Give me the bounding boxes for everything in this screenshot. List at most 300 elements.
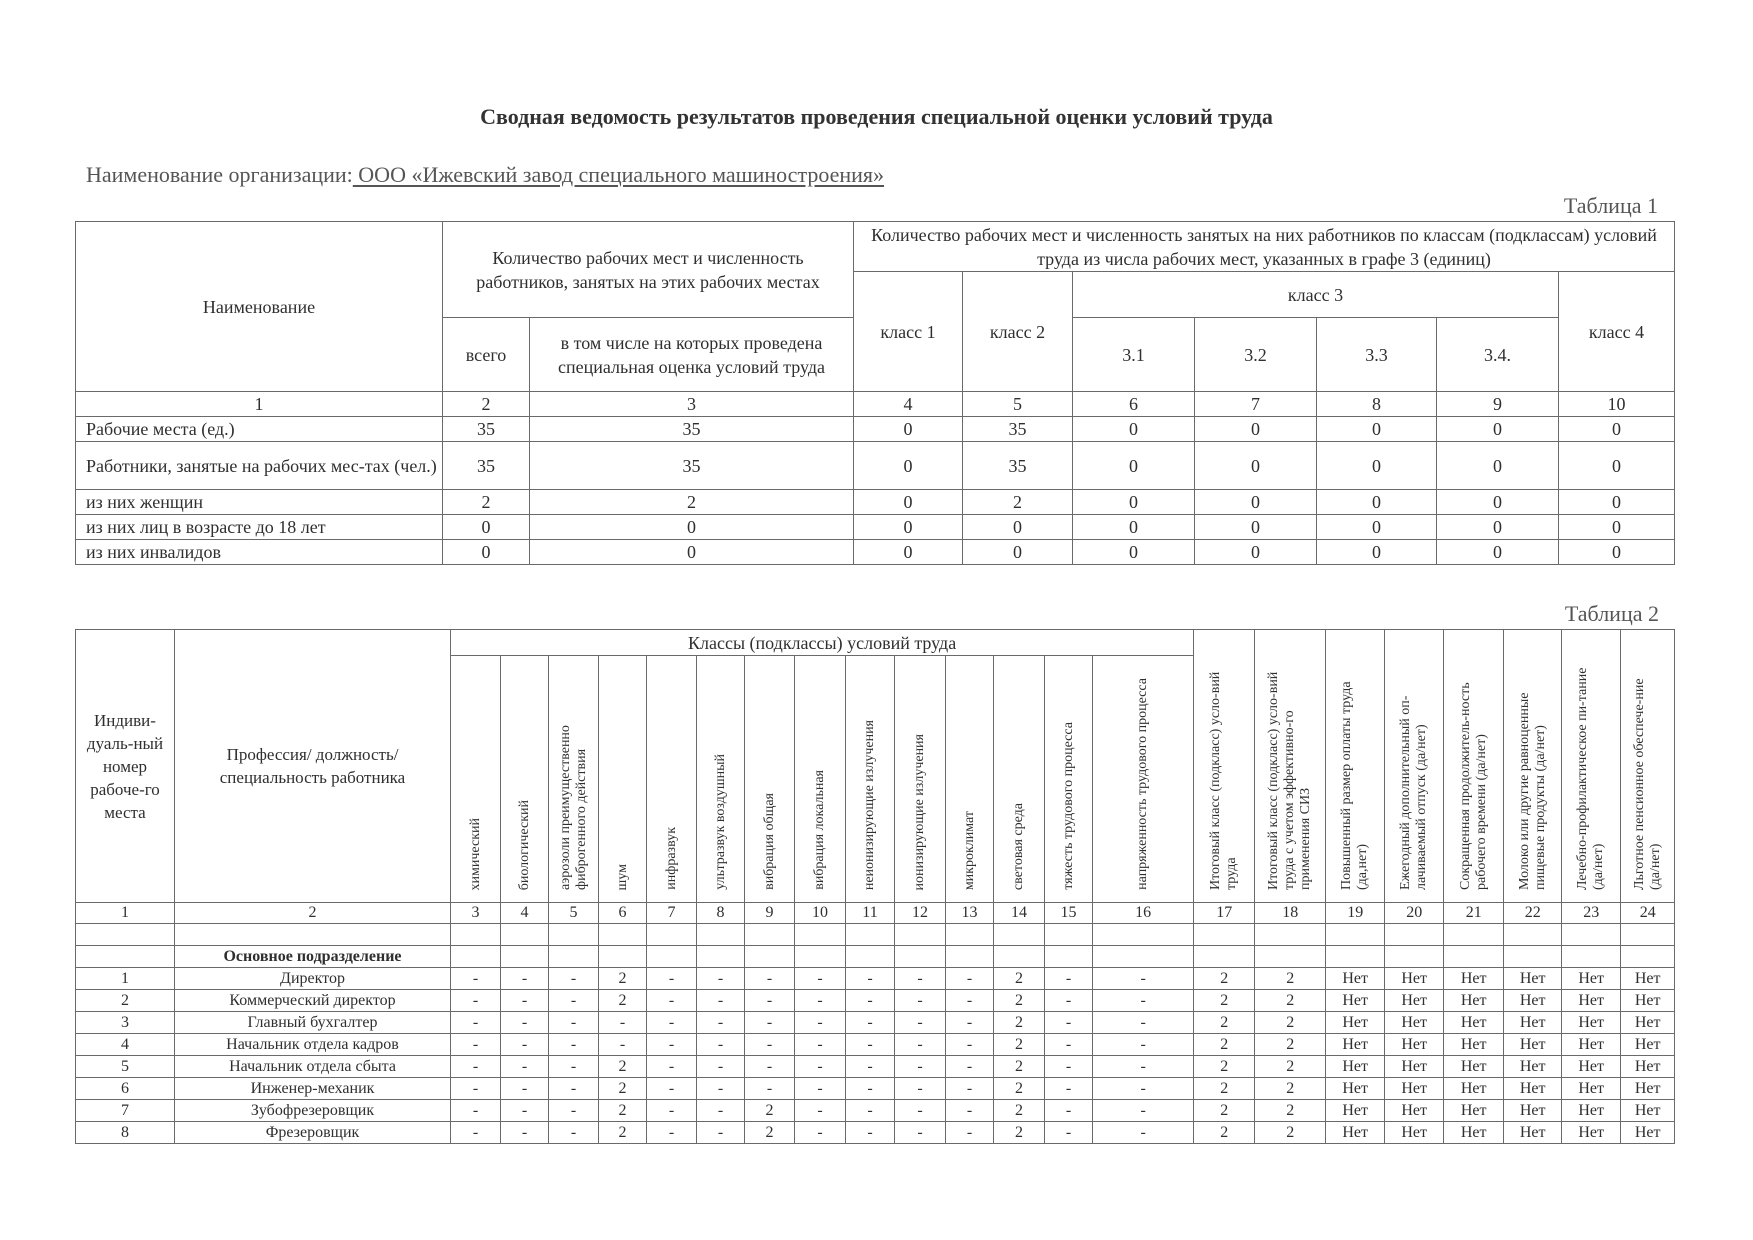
empty-cell: [946, 924, 994, 946]
table-cell: 35: [443, 442, 530, 490]
table-cell: -: [946, 1056, 994, 1078]
column-number: 10: [795, 903, 846, 924]
table-cell: 0: [530, 540, 854, 565]
empty-cell: [994, 924, 1045, 946]
table-cell: -: [795, 1078, 846, 1100]
table-cell: 0: [854, 540, 963, 565]
table-cell: 0: [443, 540, 530, 565]
empty-cell: [846, 924, 895, 946]
table-cell: -: [795, 1122, 846, 1144]
table-cell: 2: [994, 1012, 1045, 1034]
workplace-number: 1: [76, 968, 175, 990]
table-cell: -: [745, 1034, 795, 1056]
profession-name: Инженер-механик: [175, 1078, 451, 1100]
header-class-group: Количество рабочих мест и численность занятых на них работников по классам (подклассам) условий труда из числа рабочих мест, указанных в графе 3 (единиц): [854, 222, 1675, 272]
empty-cell: [647, 924, 697, 946]
empty-cell: [994, 946, 1045, 968]
row-label: из них лиц в возрасте до 18 лет: [76, 515, 443, 540]
header-name: Наименование: [76, 222, 443, 392]
table-cell: 2: [994, 1056, 1045, 1078]
table-cell: 2: [745, 1122, 795, 1144]
empty-cell: [1093, 924, 1194, 946]
empty-cell: [1255, 924, 1326, 946]
table-cell: Нет: [1326, 1078, 1385, 1100]
table-cell: Нет: [1385, 1100, 1444, 1122]
table-cell: -: [1045, 1034, 1093, 1056]
header-total: всего: [443, 318, 530, 392]
table-cell: -: [1045, 1122, 1093, 1144]
table-cell: -: [549, 968, 599, 990]
table-cell: -: [1045, 990, 1093, 1012]
empty-cell: [895, 946, 946, 968]
header-pension: [1621, 630, 1675, 903]
empty-cell: [1621, 924, 1675, 946]
table-cell: 0: [1073, 515, 1195, 540]
header-factor-label: световая среда: [1011, 802, 1026, 890]
table-cell: -: [549, 1012, 599, 1034]
table-cell: -: [1093, 990, 1194, 1012]
table-cell: Нет: [1621, 990, 1675, 1012]
profession-name: Начальник отдела сбыта: [175, 1056, 451, 1078]
table-cell: Нет: [1504, 1100, 1562, 1122]
table-cell: Нет: [1621, 1034, 1675, 1056]
table-cell: -: [647, 968, 697, 990]
table-cell: -: [895, 1034, 946, 1056]
document-title: Сводная ведомость результатов проведения специальной оценки условий труда: [480, 104, 1273, 129]
column-number: 19: [1326, 903, 1385, 924]
table-row: [76, 417, 1675, 442]
table-cell: -: [549, 990, 599, 1012]
row-label: из них инвалидов: [76, 540, 443, 565]
table-cell: 0: [1073, 490, 1195, 515]
table-cell: -: [745, 1056, 795, 1078]
header-factor: [599, 656, 647, 903]
empty-cell: [1326, 946, 1385, 968]
table-cell: 0: [1559, 490, 1675, 515]
table-cell: 2: [1255, 1056, 1326, 1078]
table-cell: -: [549, 1034, 599, 1056]
table-cell: -: [745, 1012, 795, 1034]
table-cell: -: [1045, 1012, 1093, 1034]
header-extra-label: Сокращенная продолжитель-ность рабочего времени (да/нет): [1457, 682, 1489, 890]
header-extra-label: Льготное пенсионное обеспече-ние (да/нет): [1631, 678, 1663, 890]
header-factor: [451, 656, 501, 903]
table-cell: -: [1045, 1056, 1093, 1078]
table-cell: Нет: [1504, 1012, 1562, 1034]
table-cell: -: [1093, 1100, 1194, 1122]
column-number: 15: [1045, 903, 1093, 924]
header-class3: класс 3: [1073, 272, 1559, 318]
table-cell: 2: [994, 1034, 1045, 1056]
table-cell: -: [697, 1100, 745, 1122]
table-cell: Нет: [1504, 1056, 1562, 1078]
table-cell: 0: [854, 490, 963, 515]
table-cell: 0: [1195, 515, 1317, 540]
profession-name: Главный бухгалтер: [175, 1012, 451, 1034]
table-cell: 2: [530, 490, 854, 515]
table-row: [76, 990, 1675, 1012]
table-cell: 2: [1194, 968, 1255, 990]
header-factor: [1045, 656, 1093, 903]
table-cell: Нет: [1326, 1056, 1385, 1078]
empty-cell: [1194, 924, 1255, 946]
table-cell: -: [745, 1078, 795, 1100]
table-cell: Нет: [1444, 968, 1504, 990]
table-cell: Нет: [1562, 968, 1621, 990]
empty-cell: [946, 946, 994, 968]
table-cell: -: [846, 1056, 895, 1078]
empty-cell: [895, 924, 946, 946]
table-cell: Нет: [1562, 1078, 1621, 1100]
column-number: 6: [599, 903, 647, 924]
header-classes-group: Классы (подклассы) условий труда: [451, 630, 1194, 656]
workplace-number: 5: [76, 1056, 175, 1078]
table-cell: -: [895, 990, 946, 1012]
table-cell: 2: [1255, 968, 1326, 990]
table-cell: 2: [1255, 1034, 1326, 1056]
table-cell: 2: [1194, 1056, 1255, 1078]
table-cell: -: [795, 1056, 846, 1078]
header-factor-label: микроклимат: [961, 810, 977, 890]
table-cell: -: [795, 1100, 846, 1122]
empty-cell: [1045, 924, 1093, 946]
table-cell: 0: [1559, 515, 1675, 540]
table-cell: 2: [599, 1100, 647, 1122]
table-cell: 0: [1437, 417, 1559, 442]
table-cell: 2: [963, 490, 1073, 515]
table-cell: Нет: [1562, 1056, 1621, 1078]
table-cell: 0: [443, 515, 530, 540]
table-cell: 2: [994, 1100, 1045, 1122]
section-title: Основное подразделение: [175, 946, 451, 968]
table-cell: 0: [1437, 490, 1559, 515]
table-cell: 2: [1194, 1078, 1255, 1100]
header-factor: [501, 656, 549, 903]
table-cell: -: [501, 1078, 549, 1100]
table-cell: Нет: [1444, 990, 1504, 1012]
table-cell: 0: [530, 515, 854, 540]
profession-name: Коммерческий директор: [175, 990, 451, 1012]
table-cell: Нет: [1326, 1100, 1385, 1122]
table-cell: -: [647, 1122, 697, 1144]
table-cell: 0: [854, 515, 963, 540]
column-number: 7: [1195, 392, 1317, 417]
table-cell: -: [895, 1100, 946, 1122]
table-row: [76, 1100, 1675, 1122]
workplace-number: 4: [76, 1034, 175, 1056]
table-cell: -: [1093, 968, 1194, 990]
table-cell: Нет: [1504, 1122, 1562, 1144]
header-factor: [795, 656, 846, 903]
table-cell: Нет: [1385, 1034, 1444, 1056]
table-cell: 0: [1559, 540, 1675, 565]
table-cell: 35: [530, 442, 854, 490]
header-extra-label: Ежегодный дополнительный оп-лачиваемый отпуск (да/нет): [1398, 695, 1430, 890]
table-cell: Нет: [1444, 1012, 1504, 1034]
table-cell: -: [697, 1012, 745, 1034]
table-cell: -: [599, 1034, 647, 1056]
column-number: 4: [854, 392, 963, 417]
table-cell: Нет: [1562, 1100, 1621, 1122]
table-cell: 2: [599, 1056, 647, 1078]
workplace-number: 6: [76, 1078, 175, 1100]
header-sub34: 3.4.: [1437, 318, 1559, 392]
table-cell: Нет: [1562, 990, 1621, 1012]
table-cell: -: [549, 1056, 599, 1078]
table-cell: 0: [1195, 417, 1317, 442]
table-cell: -: [451, 1012, 501, 1034]
table-cell: -: [697, 968, 745, 990]
row-label: Рабочие места (ед.): [76, 417, 443, 442]
empty-cell: [1444, 924, 1504, 946]
table-cell: -: [647, 1056, 697, 1078]
workplace-number: 8: [76, 1122, 175, 1144]
table-cell: 0: [963, 540, 1073, 565]
table-row: [76, 968, 1675, 990]
column-number: 3: [530, 392, 854, 417]
table-cell: 2: [599, 1122, 647, 1144]
table-cell: Нет: [1504, 990, 1562, 1012]
table-cell: 2: [1255, 990, 1326, 1012]
table-cell: -: [647, 990, 697, 1012]
table-cell: 2: [1194, 1012, 1255, 1034]
header-workplace-number: Индиви-дуаль-ный номер рабоче-го места: [76, 630, 175, 903]
table1-caption: Таблица 1: [1563, 193, 1658, 218]
workplace-number: 2: [76, 990, 175, 1012]
column-number: 11: [846, 903, 895, 924]
table-cell: -: [795, 1012, 846, 1034]
header-factor-label: инфразвук: [663, 827, 679, 890]
empty-cell: [1562, 946, 1621, 968]
header-count-group: Количество рабочих мест и численность работников, занятых на этих рабочих местах: [443, 222, 854, 318]
table-cell: Нет: [1621, 1100, 1675, 1122]
header-factor-label: ультразвук воздушный: [712, 754, 728, 890]
table-cell: 0: [1437, 540, 1559, 565]
header-milk: [1504, 630, 1562, 903]
table-cell: 0: [1317, 442, 1437, 490]
table-cell: Нет: [1504, 968, 1562, 990]
organization-label: Наименование организации:: [86, 162, 353, 187]
header-factor: [1093, 656, 1194, 903]
table-cell: -: [946, 968, 994, 990]
table-cell: 2: [994, 1122, 1045, 1144]
table-row: [76, 540, 1675, 565]
table-row: [76, 490, 1675, 515]
column-number: 1: [76, 392, 443, 417]
table-cell: 2: [1194, 990, 1255, 1012]
empty-cell: [76, 924, 175, 946]
column-number: 6: [1073, 392, 1195, 417]
empty-cell: [599, 946, 647, 968]
empty-cell: [175, 924, 451, 946]
table-cell: Нет: [1621, 1078, 1675, 1100]
empty-cell: [795, 924, 846, 946]
table-row: [76, 1056, 1675, 1078]
header-extra-label: Итоговый класс (подкласс) усло-вий труда: [1208, 671, 1240, 890]
header-factor-label: неионизирующие излучения: [862, 719, 877, 890]
empty-cell: [1385, 946, 1444, 968]
column-number: 16: [1093, 903, 1194, 924]
table-cell: -: [451, 968, 501, 990]
column-number: 18: [1255, 903, 1326, 924]
header-profession: Профессия/ должность/ специальность работника: [175, 630, 451, 903]
empty-cell: [1045, 946, 1093, 968]
workplace-table: [75, 629, 1675, 1144]
table-cell: 0: [1073, 442, 1195, 490]
table-cell: -: [795, 1034, 846, 1056]
header-factor: [994, 656, 1045, 903]
table-cell: -: [895, 1056, 946, 1078]
table-cell: -: [697, 1122, 745, 1144]
header-factor: [647, 656, 697, 903]
table-cell: Нет: [1385, 968, 1444, 990]
table-cell: 0: [1195, 490, 1317, 515]
table-cell: -: [451, 990, 501, 1012]
empty-cell: [1444, 946, 1504, 968]
header-sub33: 3.3: [1317, 318, 1437, 392]
column-number: 3: [451, 903, 501, 924]
column-number: 1: [76, 903, 175, 924]
table-cell: Нет: [1621, 1012, 1675, 1034]
empty-cell: [745, 946, 795, 968]
table-cell: -: [846, 1012, 895, 1034]
empty-row: [76, 924, 1675, 946]
column-number: 2: [175, 903, 451, 924]
table-cell: 0: [963, 515, 1073, 540]
table-cell: 0: [854, 442, 963, 490]
column-number: 10: [1559, 392, 1675, 417]
table-cell: -: [1045, 1100, 1093, 1122]
empty-cell: [76, 946, 175, 968]
header-factor: [946, 656, 994, 903]
table-cell: 2: [1194, 1100, 1255, 1122]
empty-cell: [1326, 924, 1385, 946]
header-sub31: 3.1: [1073, 318, 1195, 392]
empty-cell: [697, 946, 745, 968]
table-cell: -: [1093, 1122, 1194, 1144]
table-cell: 0: [1559, 417, 1675, 442]
table-cell: 2: [1194, 1034, 1255, 1056]
empty-cell: [745, 924, 795, 946]
column-number: 22: [1504, 903, 1562, 924]
table-cell: 0: [1073, 417, 1195, 442]
table-cell: 2: [994, 1078, 1045, 1100]
empty-cell: [1504, 924, 1562, 946]
table-cell: -: [846, 968, 895, 990]
row-label: Работники, занятые на рабочих мес-тах (чел.): [76, 442, 443, 490]
empty-cell: [549, 946, 599, 968]
header-extra-label: Повышенный размер оплаты труда (да,нет): [1339, 681, 1371, 890]
header-reduced-hours: [1444, 630, 1504, 903]
table-row: [76, 1122, 1675, 1144]
table-cell: -: [451, 1122, 501, 1144]
table-cell: -: [599, 1012, 647, 1034]
table-cell: 2: [599, 1078, 647, 1100]
table-cell: -: [895, 1078, 946, 1100]
profession-name: Директор: [175, 968, 451, 990]
column-number: 14: [994, 903, 1045, 924]
table-cell: -: [697, 1034, 745, 1056]
table-cell: 0: [1317, 490, 1437, 515]
column-number: 8: [697, 903, 745, 924]
column-number: 8: [1317, 392, 1437, 417]
table-cell: -: [697, 990, 745, 1012]
section-row: [76, 946, 1675, 968]
empty-cell: [451, 924, 501, 946]
empty-cell: [1504, 946, 1562, 968]
table-cell: 2: [1194, 1122, 1255, 1144]
table-cell: -: [697, 1056, 745, 1078]
table-cell: -: [647, 1034, 697, 1056]
empty-cell: [647, 946, 697, 968]
table-cell: -: [501, 990, 549, 1012]
empty-cell: [795, 946, 846, 968]
table-cell: -: [549, 1078, 599, 1100]
table-cell: -: [895, 1122, 946, 1144]
table-cell: -: [451, 1078, 501, 1100]
table-row: [76, 1012, 1675, 1034]
header-extra-label: Лечебно-профилактическое пи-тание (да/нет): [1575, 667, 1607, 890]
profession-name: Фрезеровщик: [175, 1122, 451, 1144]
header-factor: [846, 656, 895, 903]
column-number: 17: [1194, 903, 1255, 924]
header-sub32: 3.2: [1195, 318, 1317, 392]
column-number: 9: [745, 903, 795, 924]
header-class4: класс 4: [1559, 272, 1675, 392]
table-cell: -: [1093, 1078, 1194, 1100]
empty-cell: [501, 924, 549, 946]
table-cell: -: [895, 1012, 946, 1034]
table-cell: -: [946, 1034, 994, 1056]
table-cell: -: [1093, 1034, 1194, 1056]
column-number: 23: [1562, 903, 1621, 924]
column-number: 21: [1444, 903, 1504, 924]
table-cell: -: [946, 1012, 994, 1034]
table-cell: 0: [1195, 442, 1317, 490]
table-cell: -: [895, 968, 946, 990]
table-cell: -: [647, 1100, 697, 1122]
header-extra-leave: [1385, 630, 1444, 903]
row-label: из них женщин: [76, 490, 443, 515]
table-cell: Нет: [1444, 1100, 1504, 1122]
table-cell: -: [501, 1034, 549, 1056]
column-number: 12: [895, 903, 946, 924]
table-cell: Нет: [1621, 1122, 1675, 1144]
table-cell: -: [647, 1012, 697, 1034]
table-cell: -: [501, 968, 549, 990]
summary-table: [75, 221, 1675, 565]
table-cell: Нет: [1385, 1122, 1444, 1144]
column-number: 24: [1621, 903, 1675, 924]
table-cell: -: [946, 1078, 994, 1100]
table-cell: 2: [1255, 1122, 1326, 1144]
table-row: [76, 515, 1675, 540]
table-cell: 0: [1317, 515, 1437, 540]
table-cell: Нет: [1621, 968, 1675, 990]
table-cell: -: [846, 990, 895, 1012]
workplace-number: 3: [76, 1012, 175, 1034]
table-cell: Нет: [1385, 990, 1444, 1012]
table-cell: -: [697, 1078, 745, 1100]
column-number: 5: [963, 392, 1073, 417]
table-cell: Нет: [1385, 1056, 1444, 1078]
empty-cell: [549, 924, 599, 946]
table-cell: -: [501, 1012, 549, 1034]
table-cell: -: [1045, 968, 1093, 990]
table-cell: Нет: [1444, 1122, 1504, 1144]
header-increased-pay: [1326, 630, 1385, 903]
table-cell: 0: [1437, 515, 1559, 540]
